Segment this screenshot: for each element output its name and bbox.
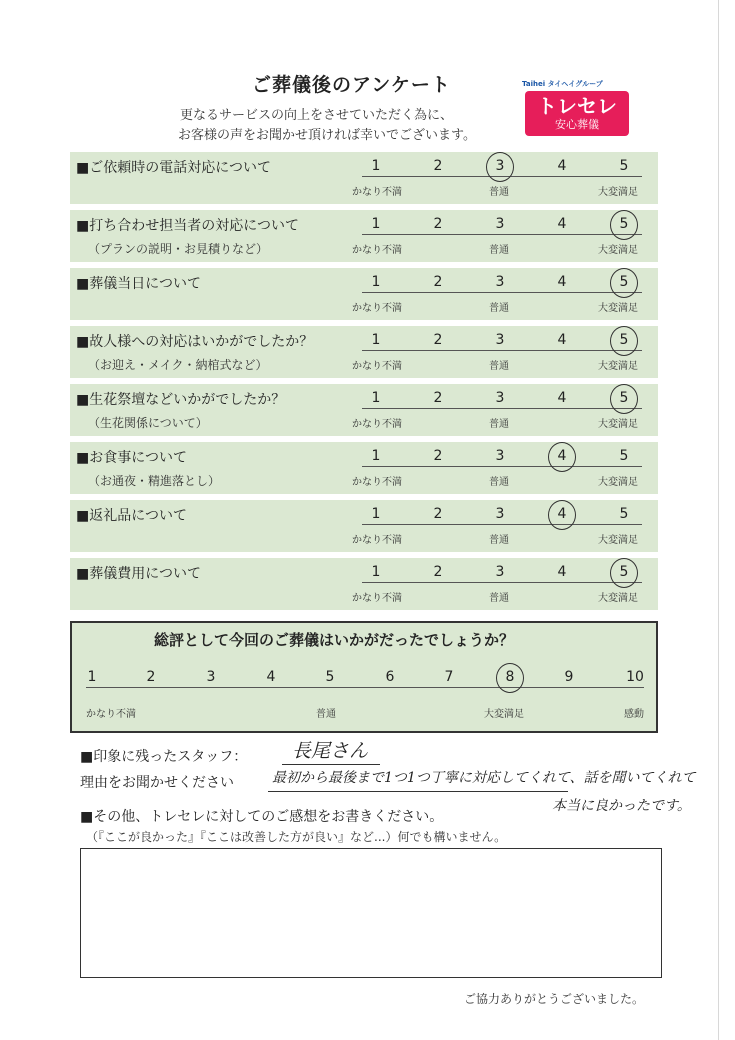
rating-option-1[interactable]: 1 (371, 448, 381, 464)
question-row (70, 558, 658, 610)
scale-high-label: 大変満足 (598, 535, 638, 546)
question-title: ■葬儀費用について (76, 566, 201, 582)
rating-option-1[interactable]: 1 (371, 332, 381, 348)
rating-option-3[interactable]: 3 (495, 448, 505, 464)
rating-scale-line (362, 350, 642, 351)
rating-option-5[interactable]: 5 (619, 448, 629, 464)
rating-option-2[interactable]: 2 (433, 216, 443, 232)
rating-option-2[interactable]: 2 (433, 332, 443, 348)
rating-scale-line (362, 466, 642, 467)
staff-label: ■印象に残ったスタッフ： (80, 749, 248, 765)
overall-option-10[interactable]: 10 (626, 669, 644, 685)
overall-option-5[interactable]: 5 (325, 669, 335, 685)
selected-rating-circle (610, 210, 638, 240)
scale-mid-label: 普通 (489, 361, 509, 372)
scale-mid-label: 普通 (489, 245, 509, 256)
rating-option-1[interactable]: 1 (371, 274, 381, 290)
rating-option-4[interactable]: 4 (557, 448, 567, 464)
rating-option-5[interactable]: 5 (619, 390, 629, 406)
other-title: ■その他、トレセレに対してのご感想をお書きください。 (80, 809, 444, 825)
rating-option-4[interactable]: 4 (557, 564, 567, 580)
overall-option-2[interactable]: 2 (146, 669, 156, 685)
brand-logo-sub: 安心葬儀 (555, 118, 599, 131)
selected-rating-circle (610, 558, 638, 588)
scale-mid-label: 普通 (489, 477, 509, 488)
rating-option-3[interactable]: 3 (495, 332, 505, 348)
scale-high-label: 大変満足 (598, 303, 638, 314)
question-title: ■ご依頼時の電話対応について (76, 160, 271, 176)
survey-title: ご葬儀後のアンケート (252, 74, 451, 96)
question-subtitle: （お迎え・メイク・納棺式など） (88, 358, 268, 372)
scale-low-label: かなり不満 (352, 187, 402, 198)
rating-option-2[interactable]: 2 (433, 274, 443, 290)
scale-mid-label: 普通 (489, 303, 509, 314)
reason-label: 理由をお聞かせください (80, 775, 234, 791)
question-title: ■お食事について (76, 450, 187, 466)
rating-option-5[interactable]: 5 (619, 506, 629, 522)
rating-option-5[interactable]: 5 (619, 216, 629, 232)
question-subtitle: （お通夜・精進落とし） (88, 474, 221, 488)
scale-high-label: 大変満足 (598, 419, 638, 430)
rating-option-5[interactable]: 5 (619, 274, 629, 290)
rating-option-4[interactable]: 4 (557, 274, 567, 290)
question-title: ■葬儀当日について (76, 276, 201, 292)
selected-rating-circle (548, 500, 576, 530)
overall-option-6[interactable]: 6 (385, 669, 395, 685)
question-row (70, 152, 658, 204)
overall-low-label: かなり不満 (86, 709, 136, 720)
scale-low-label: かなり不満 (352, 419, 402, 430)
rating-option-2[interactable]: 2 (433, 448, 443, 464)
overall-mid-label: 普通 (316, 709, 336, 720)
rating-option-5[interactable]: 5 (619, 158, 629, 174)
question-subtitle: （生花関係について） (88, 416, 208, 430)
scale-mid-label: 普通 (489, 419, 509, 430)
brand-logo-main: トレセレ (537, 94, 617, 118)
overall-option-4[interactable]: 4 (266, 669, 276, 685)
rating-option-5[interactable]: 5 (619, 564, 629, 580)
selected-rating-circle (610, 384, 638, 414)
scale-low-label: かなり不満 (352, 477, 402, 488)
rating-scale-line (362, 582, 642, 583)
selected-rating-circle (610, 268, 638, 298)
rating-option-4[interactable]: 4 (557, 158, 567, 174)
rating-option-4[interactable]: 4 (557, 216, 567, 232)
question-row (70, 442, 658, 494)
thanks-text: ご協力ありがとうございました。 (464, 992, 645, 1006)
overall-top-label: 感動 (624, 709, 644, 720)
rating-option-4[interactable]: 4 (557, 506, 567, 522)
rating-scale-line (362, 408, 642, 409)
rating-option-1[interactable]: 1 (371, 506, 381, 522)
rating-option-2[interactable]: 2 (433, 158, 443, 174)
question-row (70, 210, 658, 262)
selected-rating-circle (610, 326, 638, 356)
question-title: ■故人様への対応はいかがでしたか？ (76, 334, 314, 350)
overall-option-9[interactable]: 9 (564, 669, 574, 685)
scale-high-label: 大変満足 (598, 187, 638, 198)
overall-title: 総評として今回のご葬儀はいかがだったでしょうか？ (154, 631, 515, 649)
comment-box[interactable] (80, 848, 662, 978)
scale-low-label: かなり不満 (352, 593, 402, 604)
group-logo: Taihei タイヘイグループ (522, 80, 603, 88)
rating-option-1[interactable]: 1 (371, 216, 381, 232)
question-title: ■返礼品について (76, 508, 187, 524)
rating-option-3[interactable]: 3 (495, 216, 505, 232)
rating-option-1[interactable]: 1 (371, 564, 381, 580)
rating-option-2[interactable]: 2 (433, 506, 443, 522)
rating-option-1[interactable]: 1 (371, 390, 381, 406)
overall-option-1[interactable]: 1 (87, 669, 97, 685)
overall-scale-line (86, 687, 644, 688)
rating-option-2[interactable]: 2 (433, 390, 443, 406)
paper-edge (718, 0, 719, 1040)
staff-answer: 長尾さん (292, 740, 369, 762)
rating-option-3[interactable]: 3 (495, 506, 505, 522)
rating-scale-line (362, 524, 642, 525)
scale-low-label: かなり不満 (352, 245, 402, 256)
scale-low-label: かなり不満 (352, 361, 402, 372)
rating-scale-line (362, 234, 642, 235)
scale-mid-label: 普通 (489, 535, 509, 546)
reason-answer-line-2: 本当に良かったです。 (552, 798, 691, 814)
question-title: ■生花祭壇などいかがでしたか？ (76, 392, 286, 408)
brand-logo (525, 91, 629, 136)
overall-rating (70, 621, 658, 733)
overall-option-8[interactable]: 8 (505, 669, 515, 685)
question-title: ■打ち合わせ担当者の対応について (76, 218, 299, 234)
overall-selected-circle (496, 663, 524, 693)
rating-option-3[interactable]: 3 (495, 390, 505, 406)
reason-answer-line-1: 最初から最後まで1つ1つ丁寧に対応してくれて、話を聞いてくれて (272, 770, 696, 786)
scale-low-label: かなり不満 (352, 303, 402, 314)
scale-high-label: 大変満足 (598, 593, 638, 604)
selected-rating-circle (548, 442, 576, 472)
rating-option-2[interactable]: 2 (433, 564, 443, 580)
question-row (70, 500, 658, 552)
overall-option-3[interactable]: 3 (206, 669, 216, 685)
overall-option-7[interactable]: 7 (444, 669, 454, 685)
rating-option-4[interactable]: 4 (557, 390, 567, 406)
intro-line-1: 更なるサービスの向上をさせていただく為に、 (180, 108, 454, 123)
other-note: （『ここが良かった』『ここは改善した方が良い』など...）何でも構いません。 (86, 830, 507, 844)
rating-scale-line (362, 292, 642, 293)
scale-mid-label: 普通 (489, 593, 509, 604)
scale-high-label: 大変満足 (598, 477, 638, 488)
staff-answer-line (282, 764, 380, 765)
scale-high-label: 大変満足 (598, 245, 638, 256)
question-subtitle: （プランの説明・お見積りなど） (88, 242, 269, 256)
scale-mid-label: 普通 (489, 187, 509, 198)
question-row (70, 384, 658, 436)
overall-high-label: 大変満足 (484, 709, 524, 720)
rating-option-1[interactable]: 1 (371, 158, 381, 174)
intro-line-2: お客様の声をお聞かせ頂ければ幸いでございます。 (178, 128, 476, 143)
rating-option-3[interactable]: 3 (495, 158, 505, 174)
scale-high-label: 大変満足 (598, 361, 638, 372)
rating-option-3[interactable]: 3 (495, 274, 505, 290)
question-row (70, 326, 658, 378)
rating-option-4[interactable]: 4 (557, 332, 567, 348)
rating-option-5[interactable]: 5 (619, 332, 629, 348)
reason-answer-line (268, 791, 568, 792)
question-row (70, 268, 658, 320)
rating-option-3[interactable]: 3 (495, 564, 505, 580)
scale-low-label: かなり不満 (352, 535, 402, 546)
selected-rating-circle (486, 152, 514, 182)
